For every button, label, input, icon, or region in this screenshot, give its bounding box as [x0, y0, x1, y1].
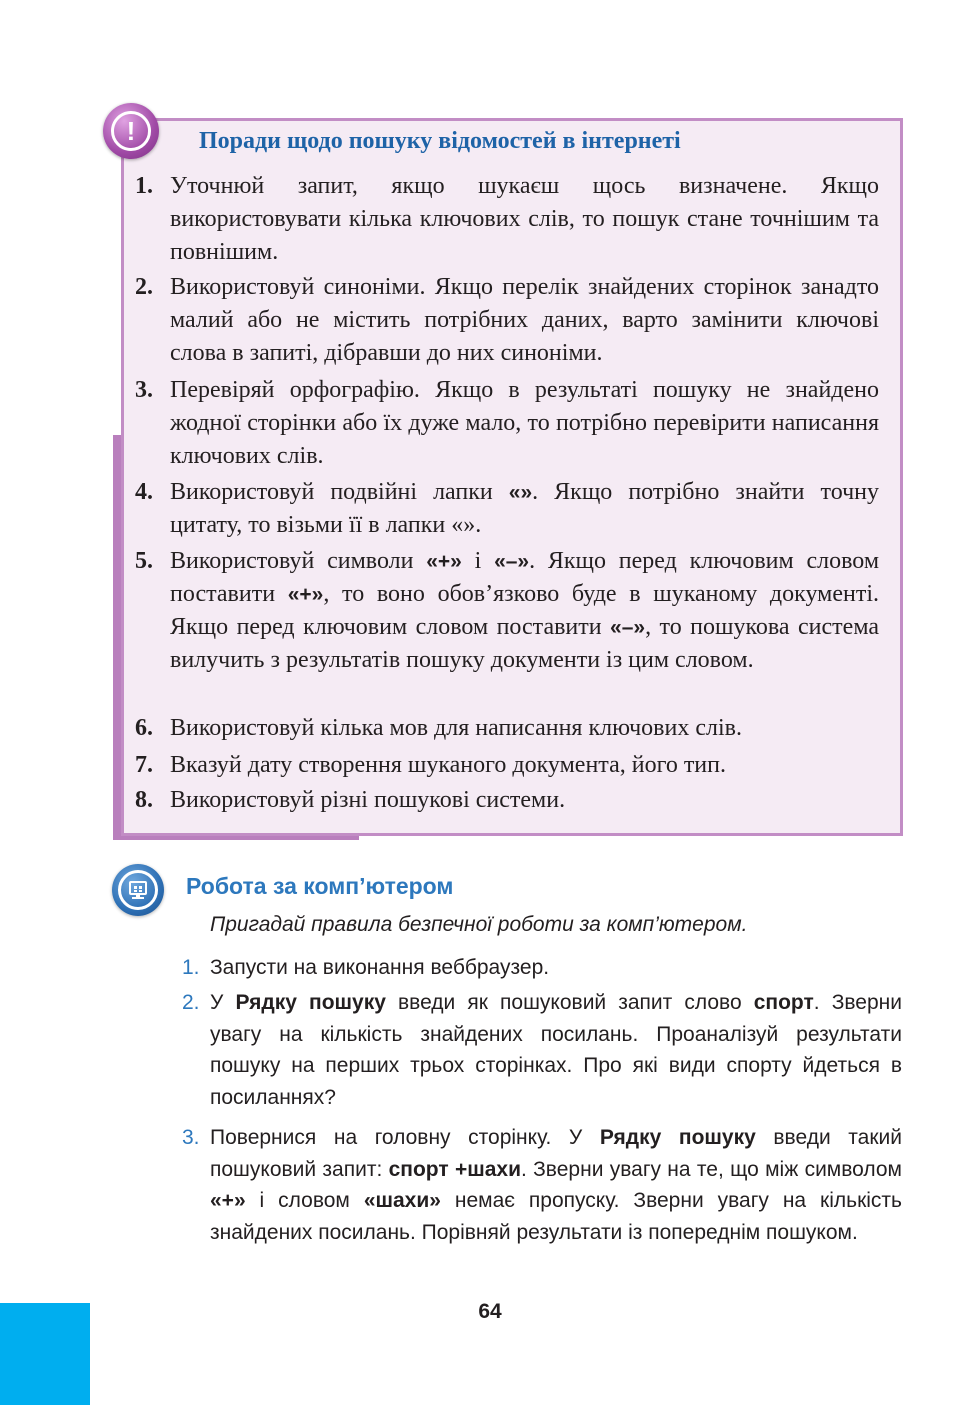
text-run: Вказуй дату створення шуканого документа, його тип.	[170, 752, 726, 778]
text-run: і словом	[245, 1189, 364, 1212]
tip-item	[135, 170, 879, 269]
text-run: . Якщо перед ключовим словом поставити	[170, 548, 879, 607]
tip-text	[170, 749, 879, 782]
tip-number: 6.	[135, 715, 153, 741]
tips-title: Поради щодо пошуку відомостей в інтернеті	[199, 128, 681, 154]
text-run: і	[461, 548, 495, 574]
step-item	[182, 987, 902, 1113]
text-run: . Зверни увагу на те, що між символом	[520, 1157, 902, 1181]
tip-number: 5.	[135, 548, 153, 574]
tip-item	[135, 784, 879, 817]
page-edge-tab	[0, 1303, 90, 1405]
text-run: Повернися на головну сторінку. У	[210, 1126, 600, 1149]
text-run: Використовуй подвійні лапки	[170, 479, 509, 505]
tip-number: 2.	[135, 274, 153, 300]
section-intro: Пригадай правила безпечної роботи за комп’ютером.	[210, 913, 748, 936]
bold-term: «–»	[494, 550, 530, 573]
tip-text	[170, 545, 879, 677]
text-run: Використовуй різні пошукові системи.	[170, 787, 566, 813]
bold-term: спорт	[753, 991, 814, 1014]
text-run: Уточнюй запит, якщо шукаєш щось визначене. Якщо використовувати кілька ключових слів, то пошук стане точнішим та повнішим.	[170, 173, 879, 265]
tip-item	[135, 476, 879, 542]
step-text	[210, 952, 902, 984]
tip-text	[170, 374, 879, 473]
bold-term: «+»	[210, 1189, 246, 1212]
step-text	[210, 987, 902, 1113]
text-run: введи як пошуковий запит слово	[385, 991, 754, 1014]
bold-term: «шахи»	[363, 1189, 441, 1212]
tip-text	[170, 784, 879, 817]
text-run: Перевіряй орфографію. Якщо в результаті пошуку не знайдено жодної сторінки або їх дуже мало, то потрібно перевірити написання ключових слів.	[170, 377, 879, 469]
bold-term: Рядку пошуку	[599, 1126, 756, 1149]
text-run: , то воно обов’язково буде в шуканому документі. Якщо перед ключовим словом поставити	[170, 581, 879, 640]
tip-item	[135, 712, 879, 745]
tip-text	[170, 476, 879, 542]
computer-icon	[112, 864, 164, 916]
step-item	[182, 952, 902, 984]
section-title: Робота за комп’ютером	[186, 873, 454, 899]
text-run: Використовуй синоніми. Якщо перелік знайдених сторінок занадто малий або не містить потрібних даних, варто замінити ключові слова в запиті, дібравши до них синоніми.	[170, 274, 879, 366]
text-run: введи такий пошуковий запит:	[210, 1126, 902, 1181]
bold-term: «»	[508, 481, 533, 504]
step-text	[210, 1122, 902, 1248]
tip-text	[170, 170, 879, 269]
tip-number: 4.	[135, 479, 153, 505]
tip-item	[135, 545, 879, 677]
page-number: 64	[478, 1300, 502, 1323]
tip-text	[170, 271, 879, 370]
bold-term: «+»	[426, 550, 462, 573]
tip-item	[135, 374, 879, 473]
step-item	[182, 1122, 902, 1248]
text-run: Використовуй кілька мов для написання ключових слів.	[170, 715, 742, 741]
step-number: 2.	[182, 991, 200, 1014]
tip-item	[135, 749, 879, 782]
step-number: 1.	[182, 956, 200, 979]
text-run: . Зверни увагу на кількість знайдених посилань. Проаналізуй результати пошуку на перших трьох сторінках. Про які види спорту йдеться в посиланнях?	[210, 991, 902, 1109]
text-run: У	[210, 991, 236, 1014]
tip-text	[170, 712, 879, 745]
bold-term: спорт +шахи	[388, 1157, 521, 1181]
text-run: Використовуй символи	[170, 548, 427, 574]
step-number: 3.	[182, 1126, 200, 1149]
text-run: немає пропуску. Зверни увагу на кількість знайдених посилань. Порівняй результати із попереднім пошуком.	[210, 1189, 902, 1244]
bold-term: Рядку пошуку	[235, 991, 386, 1014]
text-run: Запусти на виконання веббраузер.	[210, 956, 550, 979]
bold-term: «–»	[610, 616, 646, 639]
text-run: . Якщо потрібно знайти точну цитату, то візьми її в лапки «».	[170, 479, 880, 538]
tip-number: 1.	[135, 173, 153, 199]
tip-number: 7.	[135, 752, 153, 778]
tip-item	[135, 271, 879, 370]
text-run: , то пошукова система вилучить з результатів пошуку документи із цим словом.	[170, 614, 879, 673]
tip-number: 8.	[135, 787, 153, 813]
exclamation-icon: !	[103, 103, 159, 159]
tip-number: 3.	[135, 377, 153, 403]
bold-term: «+»	[287, 583, 324, 606]
